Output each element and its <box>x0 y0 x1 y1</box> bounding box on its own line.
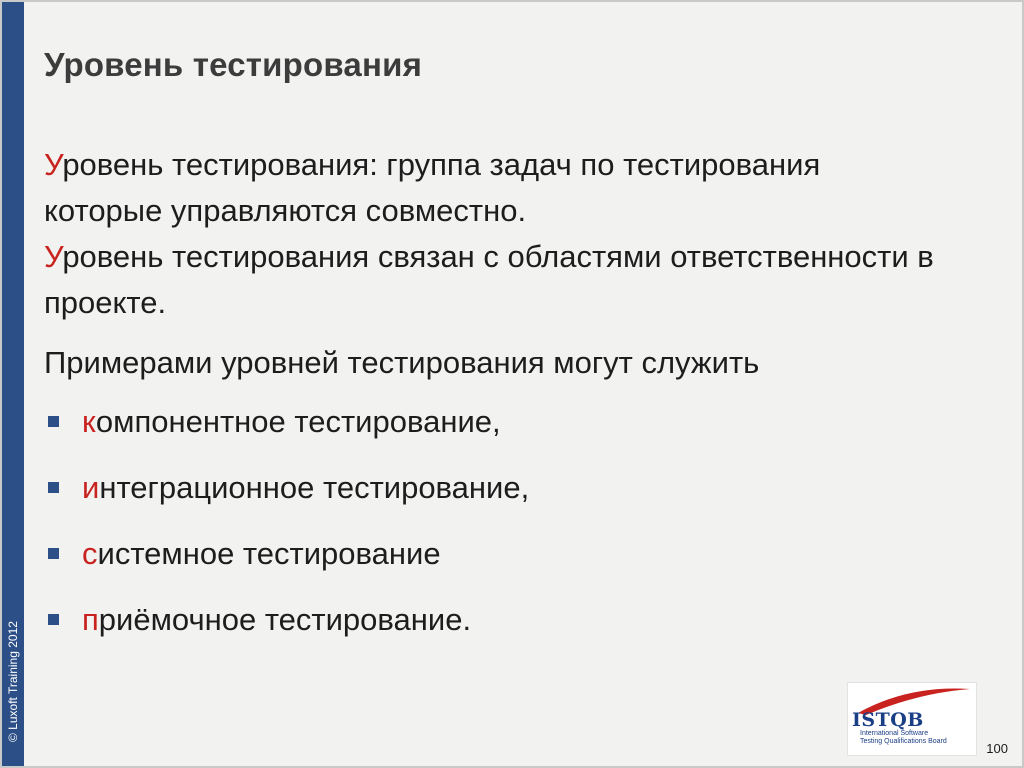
logo-name: ISTQB <box>852 709 924 731</box>
first-letter: к <box>82 404 96 439</box>
bullet-square-icon <box>48 416 59 427</box>
list-item <box>44 526 944 592</box>
first-letter: п <box>82 602 99 637</box>
list-item-text: нтеграционное тестирование, <box>99 470 530 505</box>
first-letter: с <box>82 536 98 571</box>
slide-title: Уровень тестирования <box>44 46 423 83</box>
list-item-text: омпонентное тестирование, <box>95 404 501 439</box>
bullet-square-icon <box>48 482 59 493</box>
list-item <box>44 592 944 658</box>
logo-subtitle <box>860 730 947 746</box>
bullet-square-icon <box>48 614 59 625</box>
istqb-logo <box>847 682 977 756</box>
bullet-square-icon <box>48 548 59 559</box>
body-text <box>44 142 944 658</box>
first-letter: и <box>82 470 100 505</box>
paragraph-text: ровень тестирования связан с областями ответственности в проекте. <box>44 239 934 320</box>
first-letter: У <box>44 147 63 182</box>
side-bar <box>2 2 24 766</box>
list-item <box>44 460 944 526</box>
paragraph-examples: Примерами уровней тестирования могут служить <box>44 345 760 380</box>
paragraph-responsibility <box>44 234 944 326</box>
copyright-wrap <box>5 598 21 758</box>
copyright-text: © Luxoft Training 2012 <box>6 621 20 742</box>
logo-subtitle-line: Testing Qualifications Board <box>860 738 947 745</box>
paragraph-text: ровень тестирования: группа задач по тестирования которые управляются совместно. <box>44 147 821 228</box>
list-item-text: риёмочное тестирование. <box>98 602 472 637</box>
logo-subtitle-line: International Software <box>860 730 929 737</box>
list-item <box>44 394 944 460</box>
paragraph-definition <box>44 142 944 234</box>
bullet-list <box>44 394 944 658</box>
first-letter: У <box>44 239 63 274</box>
list-item-text: истемное тестирование <box>97 536 441 571</box>
page-number: 100 <box>986 741 1008 756</box>
